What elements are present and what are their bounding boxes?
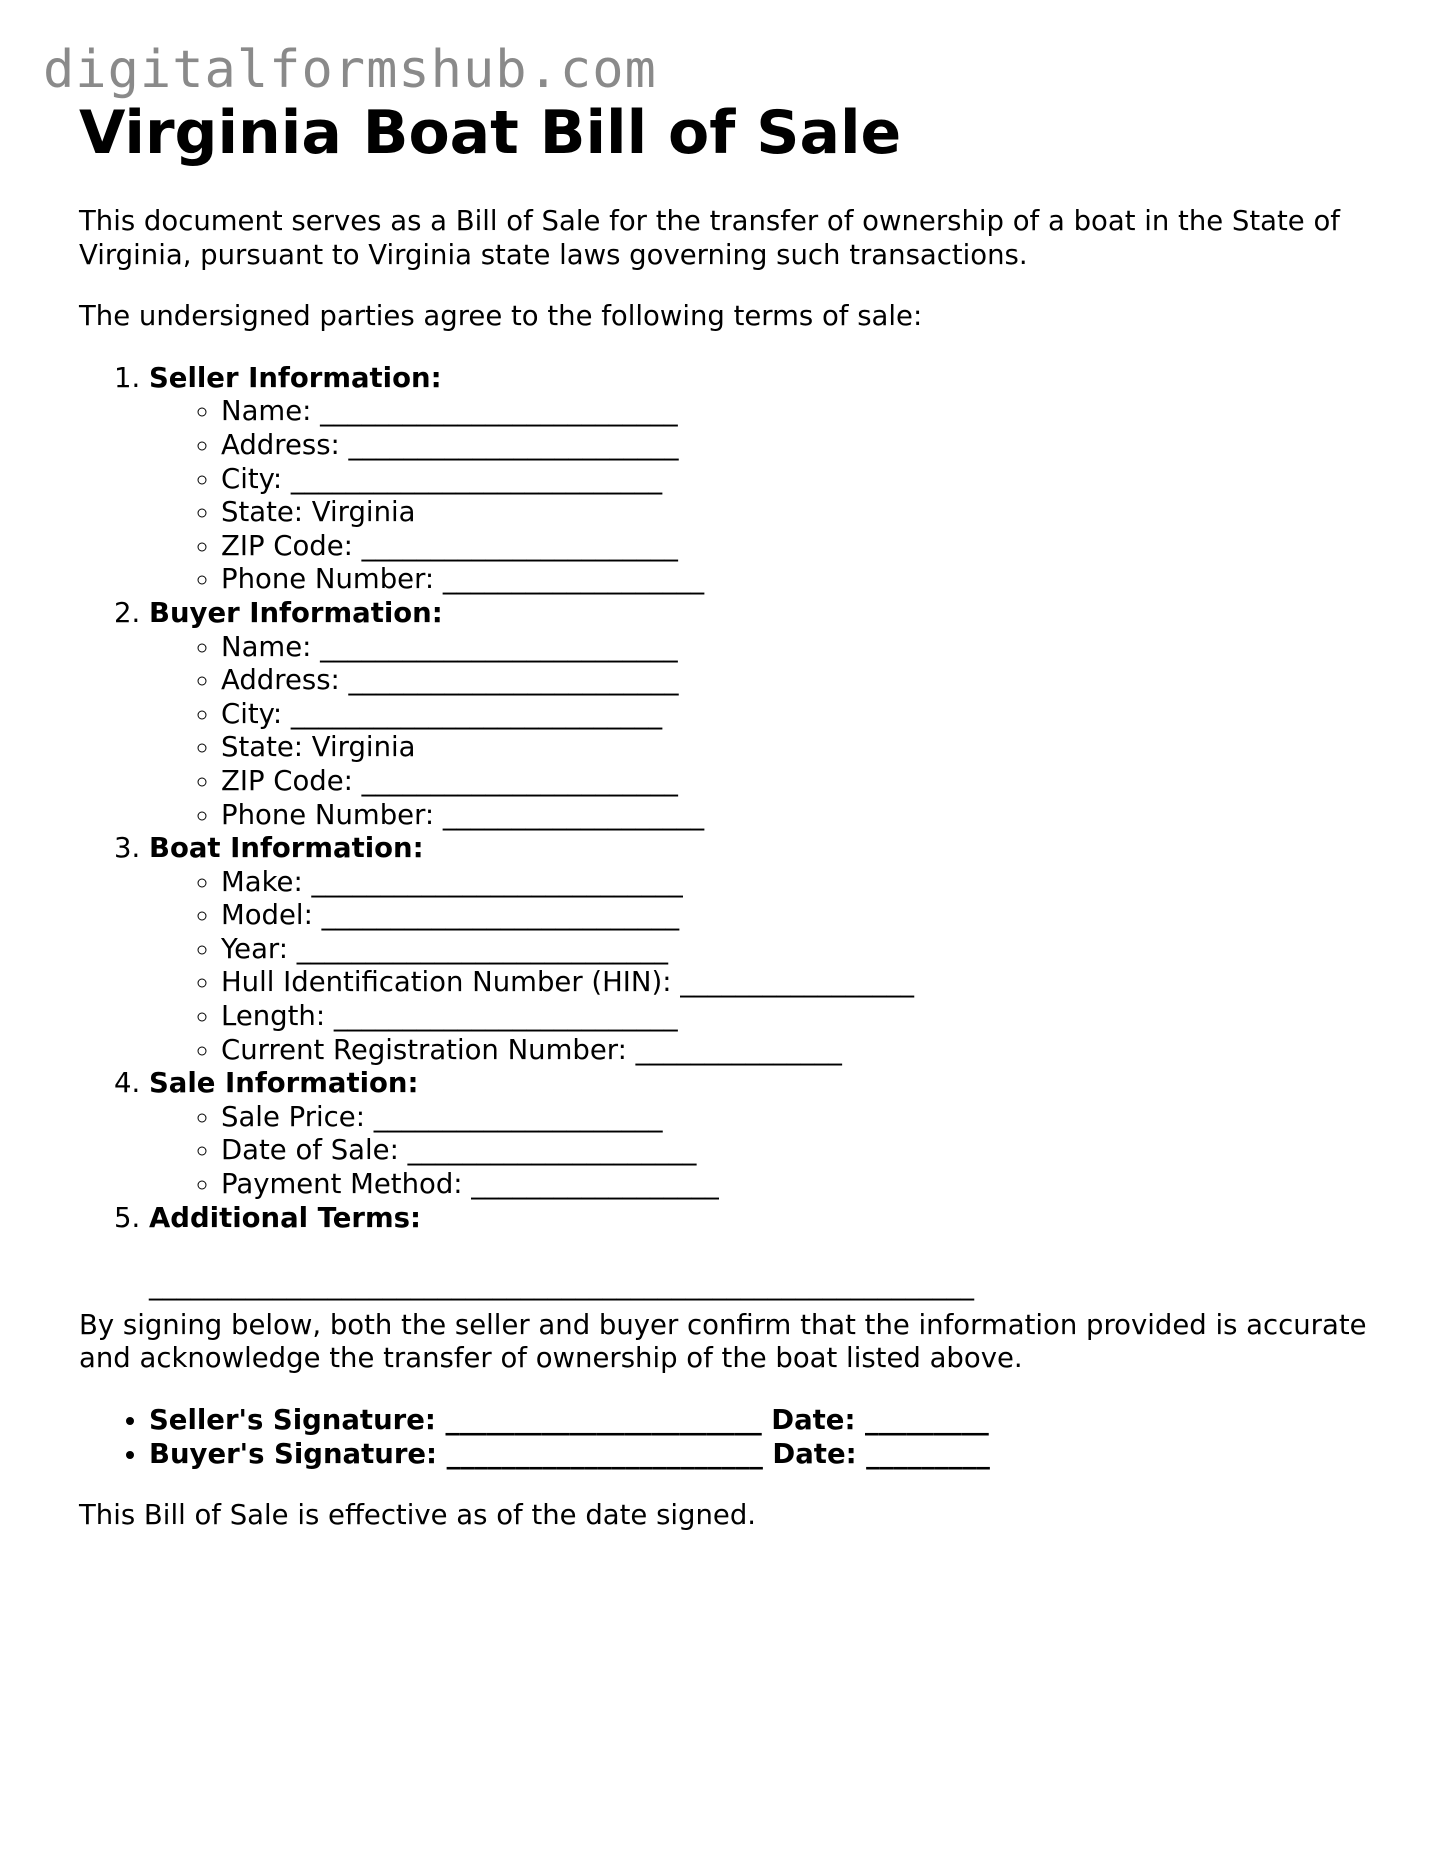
sale-fields — [149, 1101, 1369, 1202]
buyer-address-field[interactable]: ◦ Address: ________________________ — [221, 664, 1369, 698]
seller-signature-line[interactable]: • Seller's Signature: _______________________ Date: _________ — [149, 1404, 1369, 1438]
section-boat — [149, 832, 1369, 1067]
seller-city-field[interactable]: ◦ City: ___________________________ — [221, 463, 1369, 497]
buyer-phone-field[interactable]: ◦ Phone Number: ___________________ — [221, 799, 1369, 833]
additional-terms-blank[interactable]: ____________________________________________________________ — [149, 1269, 974, 1302]
boat-registration-field[interactable]: ◦ Current Registration Number: _______________ — [221, 1034, 1369, 1068]
seller-phone-field[interactable]: ◦ Phone Number: ___________________ — [221, 563, 1369, 597]
signatures-list — [79, 1404, 1369, 1471]
section-buyer — [149, 597, 1369, 832]
confirmation-paragraph: By signing below, both the seller and buyer confirm that the information provided is accurate and acknowledge the transfer of ownership of the boat listed above. — [79, 1308, 1367, 1375]
sale-price-field[interactable]: ◦ Sale Price: _____________________ — [221, 1101, 1369, 1135]
boat-fields — [149, 866, 1369, 1068]
closing-paragraph: This Bill of Sale is effective as of the date signed. — [79, 1499, 757, 1532]
section-title-boat: Boat Information: — [149, 832, 424, 865]
section-sale — [149, 1067, 1369, 1201]
boat-make-field[interactable]: ◦ Make: ___________________________ — [221, 866, 1369, 900]
seller-name-field[interactable]: ◦ Name: __________________________ — [221, 395, 1369, 429]
section-additional-terms — [149, 1202, 1369, 1303]
section-title-seller: Seller Information: — [149, 361, 442, 394]
section-seller — [149, 362, 1369, 597]
buyer-city-field[interactable]: ◦ City: ___________________________ — [221, 698, 1369, 732]
intro-paragraph: This document serves as a Bill of Sale for the transfer of ownership of a boat in the State of Virginia, pursuant to Virginia state laws governing such transactions. — [79, 205, 1340, 271]
section-title-buyer: Buyer Information: — [149, 596, 443, 629]
sections-list — [79, 362, 1369, 1303]
terms-lead-paragraph: The undersigned parties agree to the following terms of sale: — [79, 300, 923, 333]
section-title-additional: Additional Terms: — [149, 1201, 422, 1234]
buyer-zip-field[interactable]: ◦ ZIP Code: _______________________ — [221, 765, 1369, 799]
sale-date-field[interactable]: ◦ Date of Sale: _____________________ — [221, 1134, 1369, 1168]
page-title: Virginia Boat Bill of Sale — [79, 98, 902, 168]
seller-zip-field[interactable]: ◦ ZIP Code: _______________________ — [221, 530, 1369, 564]
seller-state-field: ◦ State: Virginia — [221, 496, 1369, 530]
buyer-signature-line[interactable]: • Buyer's Signature: _______________________ Date: _________ — [149, 1438, 1369, 1472]
watermark: digitalformshub.com — [43, 40, 657, 100]
seller-fields — [149, 395, 1369, 597]
boat-length-field[interactable]: ◦ Length: _________________________ — [221, 1000, 1369, 1034]
boat-year-field[interactable]: ◦ Year: ___________________________ — [221, 933, 1369, 967]
boat-hin-field[interactable]: ◦ Hull Identification Number (HIN): _________________ — [221, 966, 1369, 1000]
document-body — [79, 205, 1369, 1533]
buyer-name-field[interactable]: ◦ Name: __________________________ — [221, 631, 1369, 665]
seller-address-field[interactable]: ◦ Address: ________________________ — [221, 429, 1369, 463]
section-title-sale: Sale Information: — [149, 1067, 419, 1100]
boat-model-field[interactable]: ◦ Model: __________________________ — [221, 899, 1369, 933]
buyer-fields — [149, 631, 1369, 833]
buyer-state-field: ◦ State: Virginia — [221, 731, 1369, 765]
sale-payment-field[interactable]: ◦ Payment Method: __________________ — [221, 1168, 1369, 1202]
